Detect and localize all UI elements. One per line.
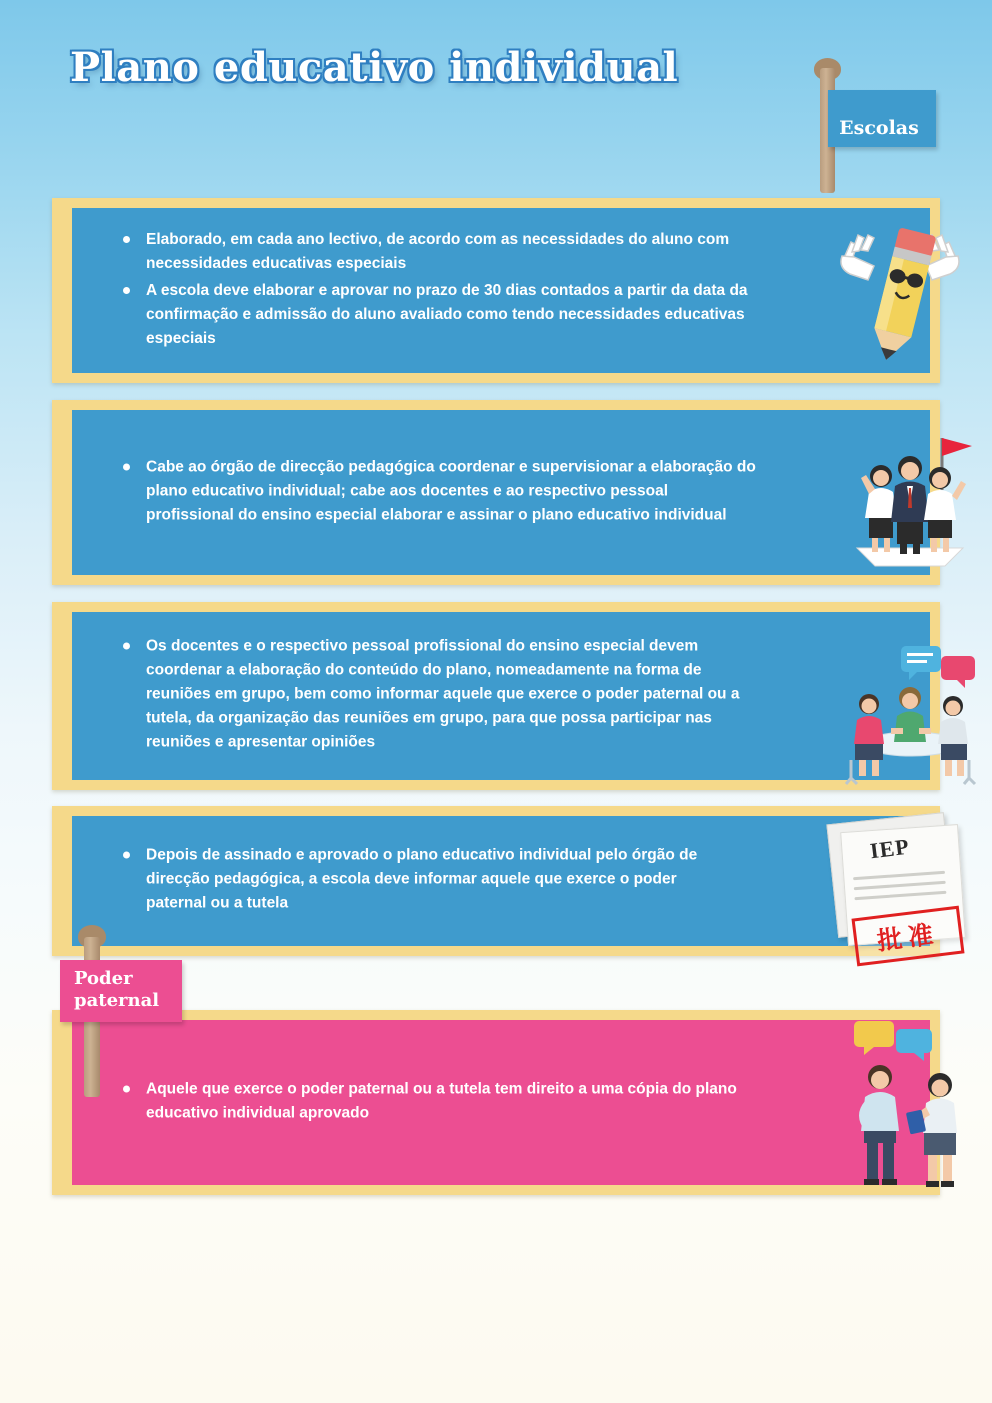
bullet-list-3 xyxy=(146,635,760,758)
signpost-plate-poder-paternal xyxy=(60,960,182,1022)
team-group-icon xyxy=(845,420,975,580)
info-card-3-body xyxy=(72,612,930,780)
meeting-discussion-icon xyxy=(845,640,980,790)
signpost-label-escolas: Escolas xyxy=(839,117,919,139)
bullet-list-2 xyxy=(146,455,760,530)
info-card-2 xyxy=(52,400,940,585)
signpost-escolas xyxy=(806,58,936,193)
info-card-2-body xyxy=(72,410,930,575)
info-card-1-body xyxy=(72,208,930,373)
list-item: Cabe ao órgão de direcção pedagógica coordenar e supervisionar a elaboração do plano educativo individual; cabe aos docentes e ao respectivo pessoal profissional do ensino especial elaborar e assinar o plano educativo individual xyxy=(146,455,760,527)
bullet-list-4 xyxy=(146,844,740,919)
document-label: IEP xyxy=(868,833,912,864)
approval-stamp: 批准 xyxy=(851,906,964,967)
info-card-5-body xyxy=(72,1020,930,1185)
list-item: Aquele que exerce o poder paternal ou a tutela tem direito a uma cópia do plano educativo individual aprovado xyxy=(146,1077,760,1125)
info-card-3 xyxy=(52,602,940,790)
signpost-poder-paternal xyxy=(40,925,190,1100)
list-item: Elaborado, em cada ano lectivo, de acordo com as necessidades do aluno com necessidades educativas especiais xyxy=(146,228,750,276)
list-item: Os docentes e o respectivo pessoal profissional do ensino especial devem coordenar a elaboração do conteúdo do plano, nomeadamente na forma de reuniões em grupo, bem como informar aquele que exerce o poder paternal ou a tutela, da organização das reuniões em grupo, para que possa participar nas reuniões e apresentar opiniões xyxy=(146,635,760,755)
pencil-mascot-icon xyxy=(838,212,968,372)
info-card-4-body xyxy=(72,816,930,946)
signpost-plate-escolas xyxy=(828,90,936,147)
signpost-label-poder-paternal: Poder paternal xyxy=(74,968,160,1011)
page-title: Plano educativo individual xyxy=(70,44,679,91)
document-text-lines-icon xyxy=(853,871,947,907)
iep-document-icon xyxy=(820,812,980,972)
list-item: Depois de assinado e aprovado o plano educativo individual pelo órgão de direcção pedagógica, a escola deve informar aquele que exerce o poder paternal ou a tutela xyxy=(146,844,740,916)
bullet-list-1 xyxy=(146,228,750,354)
bullet-list-5 xyxy=(146,1077,760,1128)
list-item: A escola deve elaborar e aprovar no prazo de 30 dias contados a partir da data da confirmação e admissão do aluno avaliado como tendo necessidades educativas especiais xyxy=(146,279,750,351)
info-card-1 xyxy=(52,198,940,383)
parents-conversation-icon xyxy=(840,1015,980,1190)
